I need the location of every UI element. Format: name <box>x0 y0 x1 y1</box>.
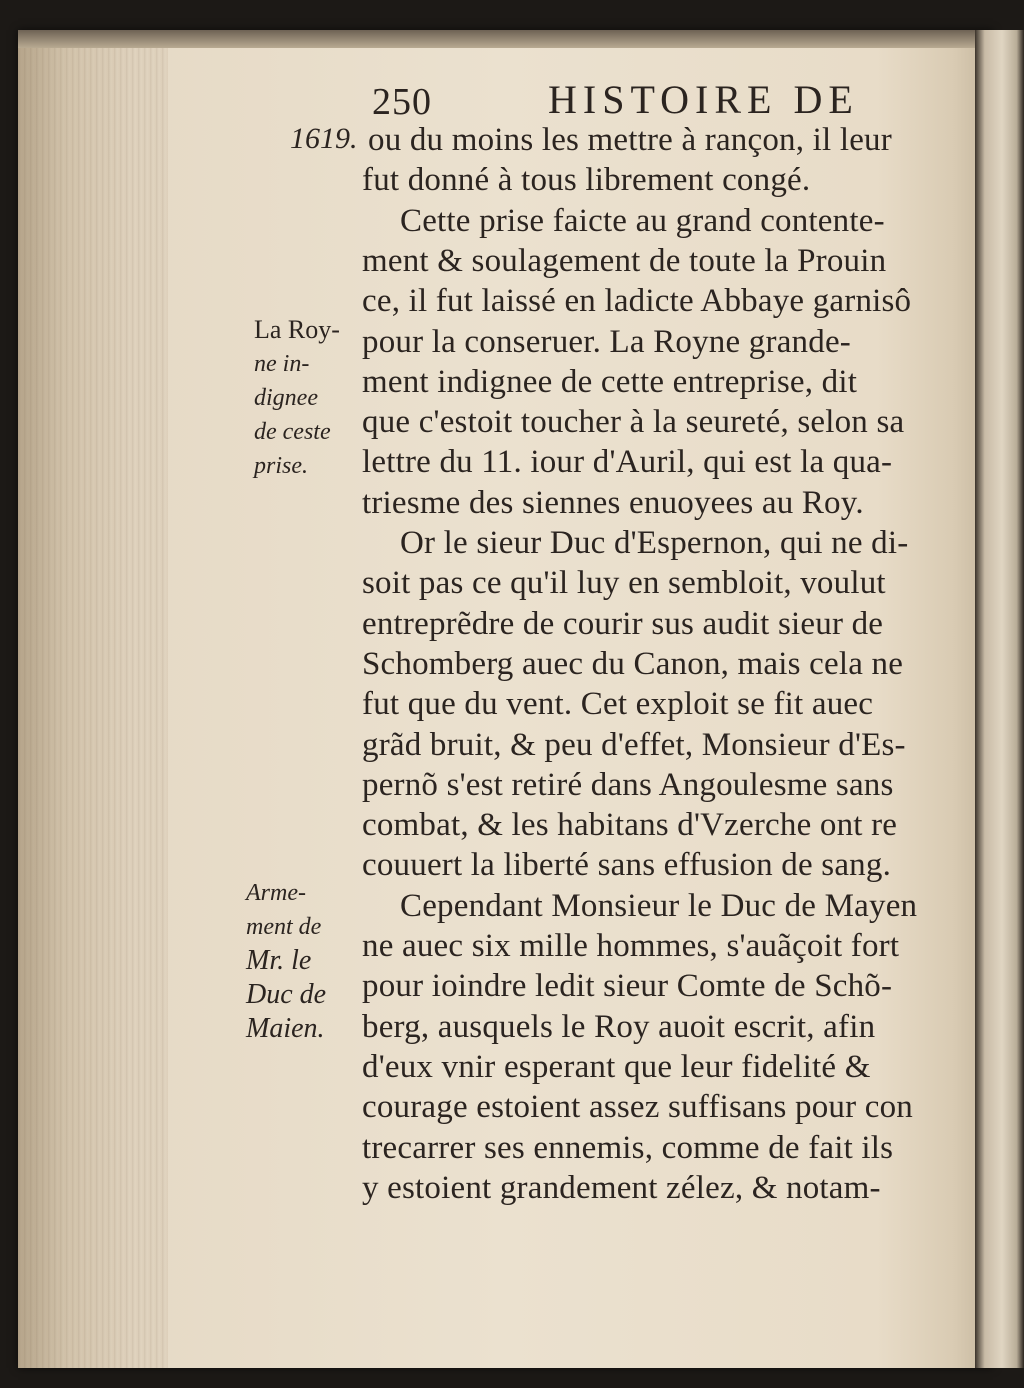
body-line: ne auec six mille hommes, s'auãçoit fort <box>362 928 900 964</box>
body-line: d'eux vnir esperant que leur fidelité & <box>362 1048 871 1085</box>
body-line: ce, il fut laissé en ladicte Abbaye garnisô <box>362 283 912 320</box>
body-line: trecarrer ses ennemis, comme de fait ils <box>362 1129 894 1166</box>
margin-note-line: Mr. le <box>246 945 312 976</box>
margin-note-line: Duc de <box>246 979 327 1010</box>
body-line: fut donné à tous librement congé. <box>362 162 811 199</box>
margin-note-line: Arme- <box>246 880 306 906</box>
body-line: courage estoient assez suffisans pour con <box>362 1089 914 1126</box>
body-line: Schomberg auec du Canon, mais cela ne <box>362 645 904 682</box>
page-top-edge <box>18 30 993 48</box>
body-line: Or le sieur Duc d'Espernon, qui ne di- <box>400 525 909 561</box>
page-fore-edge <box>975 30 1024 1368</box>
body-line: pernõ s'est retiré dans Angoulesme sans <box>362 766 894 803</box>
margin-note-line: prise. <box>254 453 308 479</box>
page-gutter-shadow <box>18 30 168 1368</box>
body-line: couuert la liberté sans effusion de sang. <box>362 847 892 884</box>
body-line: grãd bruit, & peu d'effet, Monsieur d'Es- <box>362 726 906 763</box>
margin-note-line: ment de <box>246 914 322 940</box>
body-line: ment indignee de cette entreprise, dit <box>362 363 858 400</box>
body-line: combat, & les habitans d'Vzerche ont re <box>362 807 898 844</box>
body-line: ment & soulagement de toute la Prouin <box>362 242 887 279</box>
body-line: pour la conseruer. La Royne grande- <box>362 323 851 360</box>
margin-note-line: ne in- <box>254 351 310 377</box>
body-line: Cette prise faicte au grand contente- <box>400 202 885 239</box>
body-line: y estoient grandement zélez, & notam- <box>362 1169 881 1206</box>
year-marker: 1619. <box>290 122 358 155</box>
body-line: entreprẽdre de courir sus audit sieur de <box>362 605 884 642</box>
margin-note-line: dignee <box>254 385 318 411</box>
page-number: 250 <box>372 81 432 123</box>
body-line: soit pas ce qu'il luy en sembloit, voulut <box>362 565 886 602</box>
margin-note-line: Maien. <box>246 1013 325 1044</box>
running-title: HISTOIRE DE <box>548 77 859 122</box>
margin-note-line: de ceste <box>254 419 331 445</box>
body-line: pour ioindre ledit sieur Comte de Schõ- <box>362 968 893 1005</box>
margin-note-armement <box>246 876 326 1046</box>
body-line: ou du moins les mettre à rançon, il leur <box>368 122 892 158</box>
margin-note-royne <box>254 313 340 483</box>
body-line: triesme des siennes enuoyees au Roy. <box>362 484 864 521</box>
body-line: berg, ausquels le Roy auoit escrit, afin <box>362 1008 876 1045</box>
body-line: lettre du 11. iour d'Auril, qui est la qua- <box>362 444 893 481</box>
margin-note-line: La Roy- <box>254 315 340 344</box>
body-line: que c'estoit toucher à la seureté, selon sa <box>362 404 905 441</box>
body-line: Cependant Monsieur le Duc de Mayen <box>400 887 918 924</box>
body-line: fut que du vent. Cet exploit se fit auec <box>362 686 874 723</box>
